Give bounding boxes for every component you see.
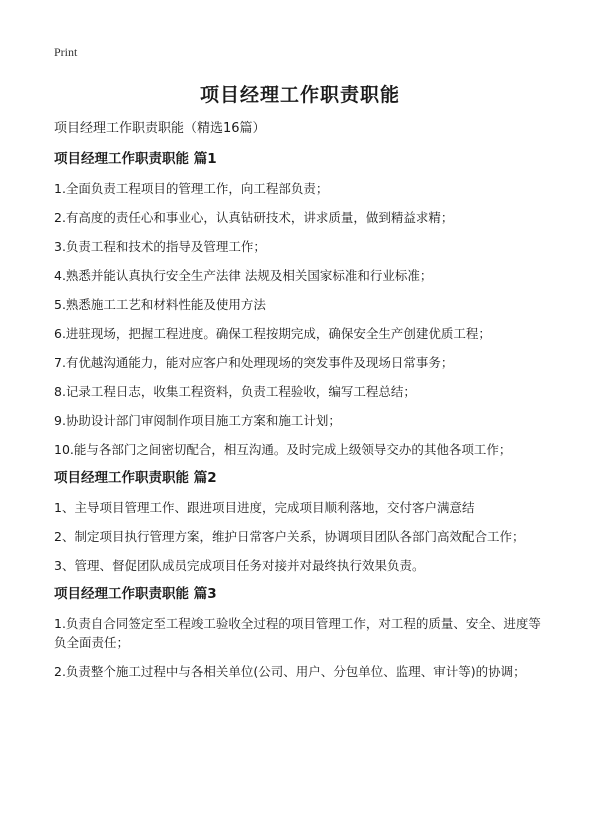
list-item: 3、管理、督促团队成员完成项目任务对接并对最终执行效果负责。 — [54, 558, 425, 573]
document-subtitle: 项目经理工作职责职能（精选16篇） — [54, 121, 266, 136]
list-item: 10.能与各部门之间密切配合，相互沟通。及时完成上级领导交办的其他各项工作； — [54, 442, 512, 457]
section-1 — [54, 150, 550, 459]
list-item: 7.有优越沟通能力，能对应客户和处理现场的突发事件及现场日常事务； — [54, 355, 454, 370]
list-item: 3.负责工程和技术的指导及管理工作； — [54, 239, 266, 254]
section-2 — [54, 469, 550, 575]
list-item: 2、制定项目执行管理方案，维护日常客户关系，协调项目团队各部门高效配合工作； — [54, 529, 525, 544]
list-item: 4.熟悉并能认真执行安全生产法律 法规及相关国家标准和行业标准； — [54, 268, 433, 283]
section-heading: 项目经理工作职责职能 篇2 — [54, 470, 217, 486]
list-item: 2.有高度的责任心和事业心，认真钻研技术，讲求质量，做到精益求精； — [54, 210, 454, 225]
list-item: 8.记录工程日志，收集工程资料，负责工程验收，编写工程总结； — [54, 384, 416, 399]
print-label[interactable]: Print — [54, 45, 78, 59]
list-item: 1、主导项目管理工作、跟进项目进度，完成项目顺利落地，交付客户满意结 — [54, 500, 475, 515]
list-item: 1.负责自合同签定至工程竣工验收全过程的项目管理工作，对工程的质量、安全、进度等负全面责任； — [54, 616, 541, 650]
list-item: 5.熟悉施工工艺和材料性能及使用方法 — [54, 297, 266, 312]
list-item: 2.负责整个施工过程中与各相关单位(公司、用户、分包单位、监理、审计等)的协调； — [54, 664, 526, 679]
section-3 — [54, 585, 550, 681]
list-item: 1.全面负责工程项目的管理工作，向工程部负责； — [54, 181, 329, 196]
list-item: 9.协助设计部门审阅制作项目施工方案和施工计划； — [54, 413, 341, 428]
document-body — [54, 120, 550, 691]
document-title: 项目经理工作职责职能 — [199, 84, 400, 106]
list-item: 6.进驻现场，把握工程进度。确保工程按期完成，确保安全生产创建优质工程； — [54, 326, 491, 341]
section-heading: 项目经理工作职责职能 篇1 — [54, 151, 217, 167]
section-heading: 项目经理工作职责职能 篇3 — [54, 586, 217, 602]
